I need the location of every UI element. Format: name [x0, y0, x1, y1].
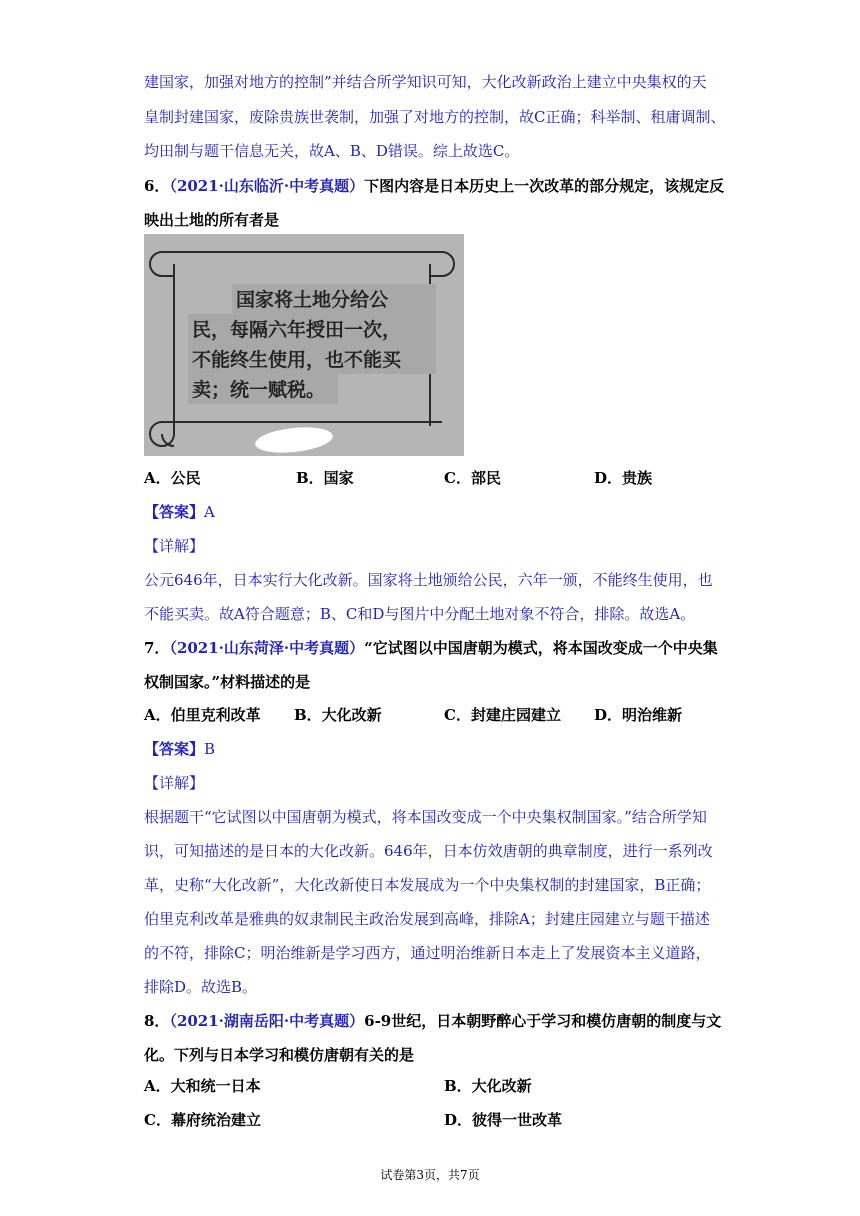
q8-option-d[interactable]: D．彼得一世改革: [444, 1111, 563, 1129]
q6-number: 6．: [144, 177, 170, 195]
q7-detail-line-2: 识，可知描述的是日本的大化改新。646年，日本仿效唐朝的典章制度，进行一系列改: [144, 842, 713, 860]
q8-source: （2021·湖南岳阳·中考真题）: [169, 1012, 365, 1030]
q7-detail-label: 【详解】: [144, 774, 205, 792]
q6-detail-line-1: 公元646年，日本实行大化改新。国家将土地颁给公民，六年一颁，不能终生使用，也: [144, 571, 713, 589]
intro-line-3: 均田制与题干信息无关，故A、B、D错误。综上故选C。: [144, 142, 520, 160]
q6-stem-line-2: 映出土地的所有者是: [144, 211, 280, 229]
q7-detail-line-5: 的不符，排除C；明治维新是学习西方，通过明治维新日本走上了发展资本主义道路，: [144, 944, 711, 962]
q6-stem-line-1: [144, 176, 724, 196]
q8-stem: 6-9世纪，日本朝野醉心于学习和模仿唐朝的制度与文: [364, 1012, 722, 1030]
scroll-text-line-3: 不能终生使用，也不能买: [192, 349, 402, 371]
q6-answer-label: 【答案】: [144, 503, 205, 521]
q7-detail-line-6: 排除D。故选B。: [144, 978, 258, 996]
intro-line-2: 皇制封建国家，废除贵族世袭制，加强了对地方的控制，故C正确；科举制、租庸调制、: [144, 108, 726, 126]
q7-stem: “它试图以中国唐朝为模式，将本国改变成一个中央集: [364, 639, 718, 657]
q7-stem-line-2: 权制国家。”材料描述的是: [144, 673, 311, 691]
q6-stem: 下图内容是日本历史上一次改革的部分规定，该规定反: [364, 177, 725, 195]
q7-option-a[interactable]: A．伯里克利改革: [144, 706, 261, 724]
q7-option-c[interactable]: C．封建庄园建立: [444, 706, 561, 724]
q7-stem-line-1: [144, 638, 718, 658]
scroll-text-line-4: 卖；统一赋税。: [192, 379, 326, 401]
scroll-text-line-1: 国家将土地分给公: [236, 289, 389, 311]
q6-option-b[interactable]: B．国家: [296, 469, 354, 487]
scroll-image: [144, 234, 464, 456]
q6-detail-label: 【详解】: [144, 537, 205, 555]
q6-answer: [144, 502, 215, 522]
scroll-text-line-2: 民，每隔六年授田一次，: [192, 319, 402, 341]
q8-option-a[interactable]: A．大和统一日本: [144, 1077, 261, 1095]
q7-answer-label: 【答案】: [144, 740, 205, 758]
q7-number: 7．: [144, 639, 170, 657]
q8-option-b[interactable]: B．大化改新: [444, 1077, 532, 1095]
q6-option-c[interactable]: C．部民: [444, 469, 501, 487]
q6-answer-value: A: [204, 503, 215, 521]
q7-source: （2021·山东菏泽·中考真题）: [169, 639, 365, 657]
q6-detail-line-2: 不能买卖。故A符合题意；B、C和D与图片中分配土地对象不符合，排除。故选A。: [144, 605, 696, 623]
q7-answer-value: B: [204, 740, 216, 758]
q7-detail-line-4: 伯里克利改革是雅典的奴隶制民主政治发展到高峰，排除A；封建庄园建立与题干描述: [144, 910, 710, 928]
q6-source: （2021·山东临沂·中考真题）: [169, 177, 365, 195]
q7-option-d[interactable]: D．明治维新: [594, 706, 683, 724]
q8-option-c[interactable]: C．幕府统治建立: [144, 1111, 261, 1129]
q6-option-a[interactable]: A．公民: [144, 469, 201, 487]
q7-detail-line-3: 革，史称“大化改新”，大化改新使日本发展成为一个中央集权制的封建国家，B正确；: [144, 876, 711, 894]
q8-stem-line-1: [144, 1011, 721, 1031]
q6-option-d[interactable]: D．贵族: [594, 469, 653, 487]
q7-answer: [144, 739, 215, 759]
q7-detail-line-1: 根据题干“它试图以中国唐朝为模式，将本国改变成一个中央集权制国家。”结合所学知: [144, 808, 707, 826]
intro-line-1: 建国家，加强对地方的控制”并结合所学知识可知，大化改新政治上建立中央集权的天: [144, 73, 707, 91]
page-footer: 试卷第3页，共7页: [380, 1168, 480, 1182]
q7-option-b[interactable]: B．大化改新: [294, 706, 382, 724]
q8-stem-line-2: 化。下列与日本学习和模仿唐朝有关的是: [144, 1046, 415, 1064]
q8-number: 8．: [144, 1012, 170, 1030]
